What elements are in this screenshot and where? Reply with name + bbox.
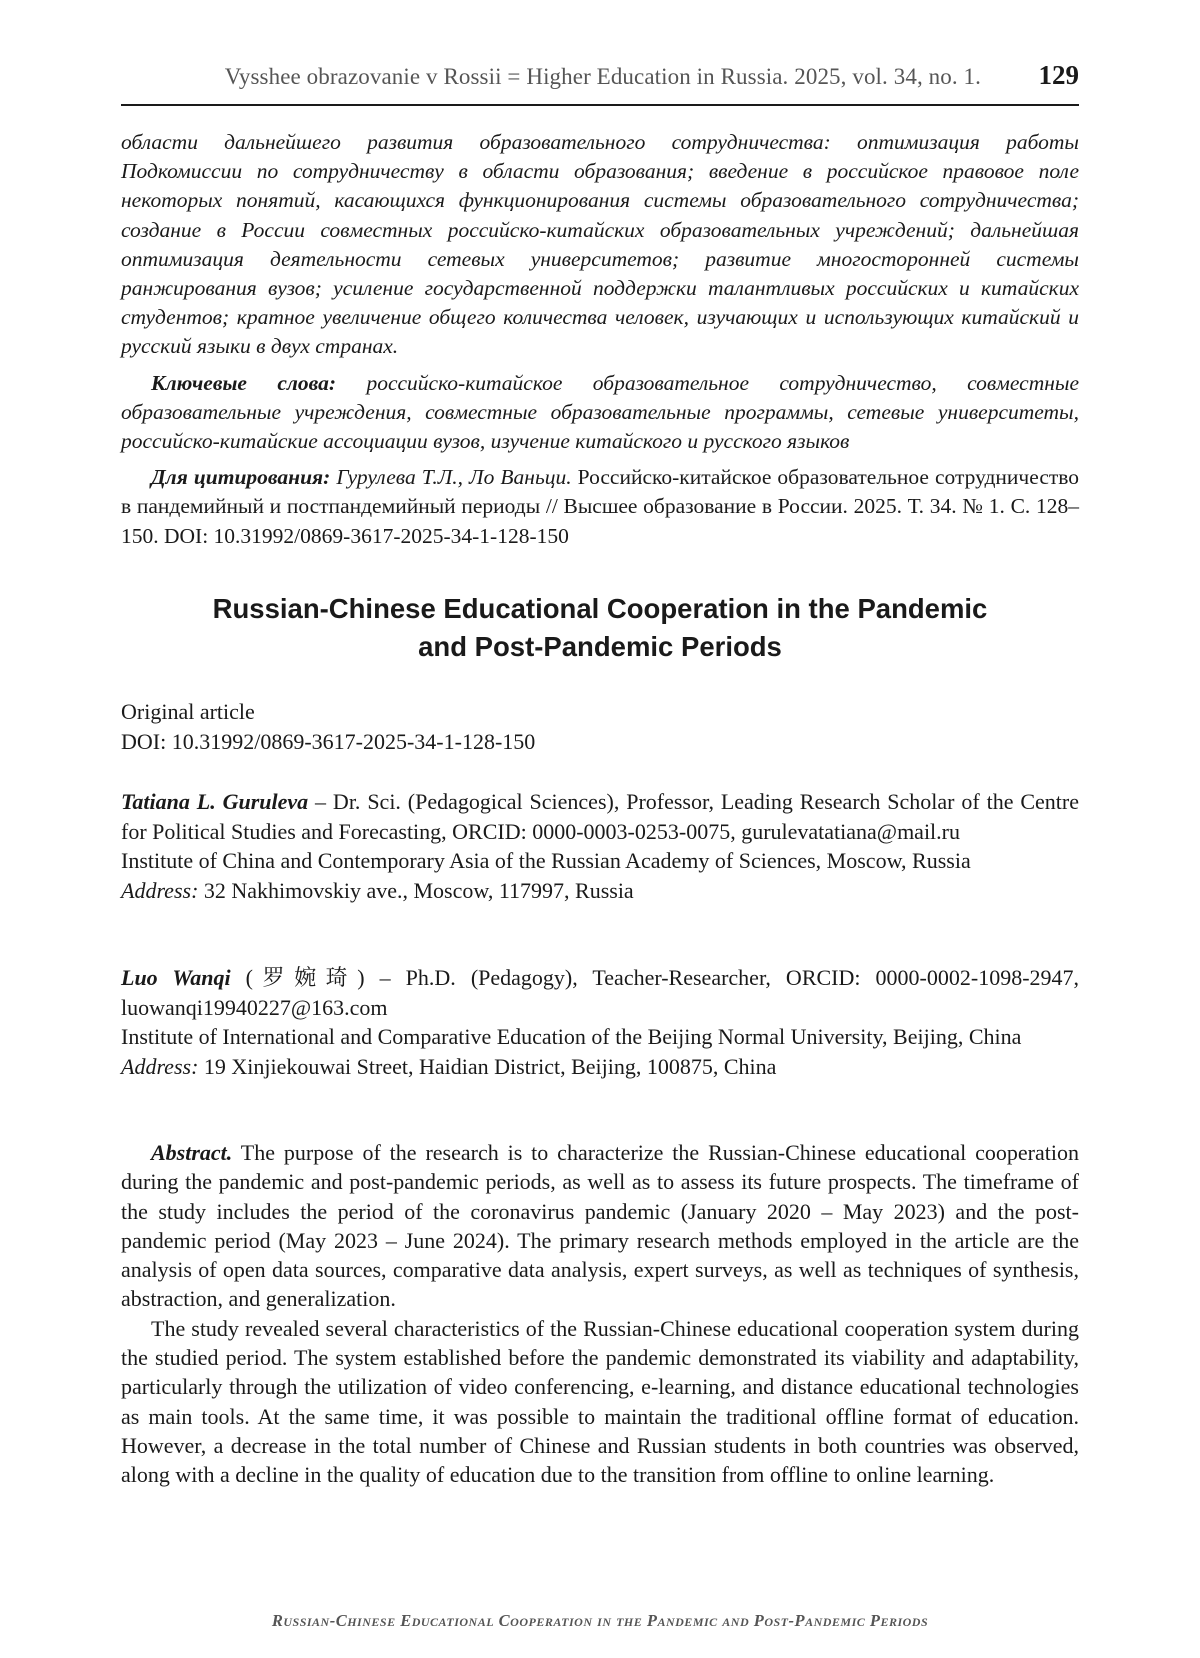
citation-text: Российско-китайское образовательное сотрудничество в пандемийный и постпандемийный периоды // Высшее образование в России. 2025. Т. 34. № 1. С. 128–150. DOI: 10.31992/0869-3617-2025-34-1-128-150	[121, 465, 1080, 548]
author-address	[121, 876, 1079, 906]
author-block	[121, 787, 1079, 905]
abstract-text: The purpose of the research is to characterize the Russian-Chinese educational cooperation during the pandemic and post-pandemic periods, as well as to assess its future prospects. The timeframe of the study includes the period of the coronavirus pandemic (January 2020 – May 2023) and the post-pandemic period (May 2023 – June 2024). The primary research methods employed in the article are the analysis of open data sources, comparative data analysis, expert surveys, as well as techniques of synthesis, abstraction, and generalization.	[121, 1140, 1079, 1312]
russian-keywords-label: Ключевые слова:	[151, 370, 337, 395]
author-address	[121, 1052, 1079, 1082]
abstract-paragraph	[121, 1138, 1079, 1314]
article-title	[121, 590, 1079, 666]
author-name: Luo Wanqi	[121, 965, 231, 990]
address-label: Address:	[121, 1053, 199, 1079]
running-header	[121, 60, 1079, 106]
russian-abstract-section	[121, 128, 1079, 551]
author-chinese-name: (罗婉琦)	[245, 965, 365, 990]
citation-label: Для цитирования:	[151, 465, 331, 490]
author-institution: Institute of China and Contemporary Asia of the Russian Academy of Sciences, Moscow, Russia	[121, 848, 971, 873]
address-label: Address:	[121, 877, 199, 903]
article-title-line-2: and Post-Pandemic Periods	[418, 631, 782, 662]
author-bio: – Dr. Sci. (Pedagogical Sciences), Professor, Leading Research Scholar of the Centre for Political Studies and Forecasting, ORCID: 0000-0003-0253-0075, gurulevatatiana@mail.ru	[121, 789, 1079, 844]
author-name: Tatiana L. Guruleva	[121, 789, 309, 814]
running-footer: Russian-Chinese Educational Cooperation in the Pandemic and Post-Pandemic Periods	[271, 1611, 929, 1630]
article-title-line-1: Russian-Chinese Educational Cooperation in the Pandemic	[212, 593, 988, 624]
page-number: 129	[1038, 60, 1079, 90]
author-description	[121, 963, 1079, 1022]
russian-citation	[121, 463, 1079, 551]
address-text: 19 Xinjiekouwai Street, Haidian District, Beijing, 100875, China	[203, 1053, 777, 1079]
article-doi: DOI: 10.31992/0869-3617-2025-34-1-128-150	[121, 728, 536, 754]
article-type: Original article	[121, 699, 255, 724]
russian-keywords-text: российско-китайское образовательное сотрудничество, совместные образовательные учреждения, совместные образовательные программы, сетевые университеты, российско-китайские ассоциации вузов, изучение китайского и русского языков	[121, 370, 1080, 454]
author-bio: – Ph.D. (Pedagogy), Teacher-Researcher, ORCID: 0000-0002-1098-2947, luowanqi19940227@163.com	[121, 965, 1080, 1020]
citation-authors: Гурулева Т.Л., Ло Ваньци.	[336, 465, 572, 490]
abstract-label: Abstract.	[151, 1140, 233, 1165]
journal-title: Vysshee obrazovanie v Rossii = Higher Education in Russia. 2025, vol. 34, no. 1.	[224, 64, 981, 89]
address-text: 32 Nakhimovskiy ave., Moscow, 117997, Russia	[203, 877, 634, 903]
article-meta	[121, 697, 1079, 756]
author-block	[121, 963, 1079, 1081]
russian-abstract-continuation: области дальнейшего развития образовательного сотрудничества: оптимизация работы Подкомиссии по сотрудничеству в области образования; введение в российское правовое поле некоторых понятий, касающихся функционирования системы образовательного сотрудничества; создание в России совместных российско-китайских образовательных учреждений; дальнейшая оптимизация деятельности сетевых университетов; развитие многосторонней системы ранжирования вузов; усиление государственной поддержки талантливых российских и китайских студентов; кратное увеличение общего количества человек, изучающих и использующих китайский и русский языки в двух странах.	[121, 130, 1079, 359]
author-description	[121, 787, 1079, 846]
abstract-paragraph: The study revealed several characteristics of the Russian-Chinese educational cooperation system during the studied period. The system established before the pandemic demonstrated its viability and adaptability, particularly through the utilization of video conferencing, e-learning, and distance educational technologies as main tools. At the same time, it was possible to maintain the traditional offline format of education. However, a decrease in the total number of Chinese and Russian students in both countries was observed, along with a decline in the quality of education due to the transition from offline to online learning.	[121, 1315, 1079, 1488]
russian-keywords	[121, 369, 1079, 457]
author-institution: Institute of International and Comparative Education of the Beijing Normal University, Beijing, China	[121, 1024, 1022, 1049]
english-abstract-section	[121, 1138, 1079, 1490]
